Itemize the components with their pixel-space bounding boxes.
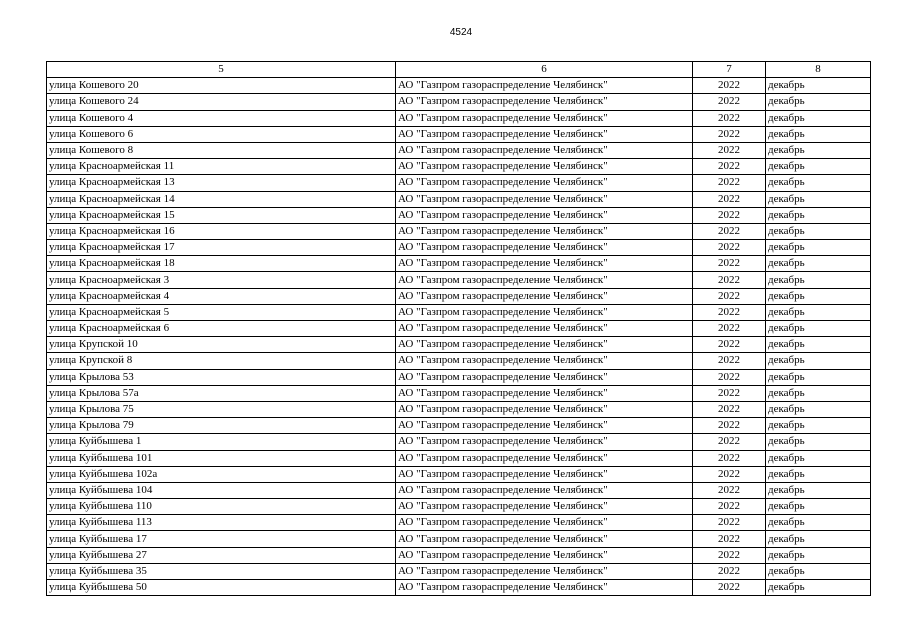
month-cell: декабрь [766, 337, 871, 353]
address-cell: улица Куйбышева 102а [47, 466, 396, 482]
year-cell: 2022 [693, 159, 766, 175]
address-cell: улица Крупской 8 [47, 353, 396, 369]
address-cell: улица Красноармейская 15 [47, 207, 396, 223]
address-cell: улица Красноармейская 11 [47, 159, 396, 175]
month-cell: декабрь [766, 499, 871, 515]
table-row [47, 369, 871, 385]
month-cell: декабрь [766, 547, 871, 563]
year-cell: 2022 [693, 321, 766, 337]
address-cell: улица Куйбышева 27 [47, 547, 396, 563]
organization-cell: АО "Газпром газораспределение Челябинск" [396, 126, 693, 142]
organization-cell: АО "Газпром газораспределение Челябинск" [396, 321, 693, 337]
data-table [46, 61, 871, 596]
month-cell: декабрь [766, 142, 871, 158]
organization-cell: АО "Газпром газораспределение Челябинск" [396, 450, 693, 466]
year-cell: 2022 [693, 272, 766, 288]
organization-cell: АО "Газпром газораспределение Челябинск" [396, 191, 693, 207]
organization-cell: АО "Газпром газораспределение Челябинск" [396, 94, 693, 110]
organization-cell: АО "Газпром газораспределение Челябинск" [396, 401, 693, 417]
year-cell: 2022 [693, 207, 766, 223]
month-cell: декабрь [766, 110, 871, 126]
table-row [47, 142, 871, 158]
month-cell: декабрь [766, 385, 871, 401]
table-row [47, 110, 871, 126]
address-cell: улица Крупской 10 [47, 337, 396, 353]
organization-cell: АО "Газпром газораспределение Челябинск" [396, 563, 693, 579]
address-cell: улица Красноармейская 14 [47, 191, 396, 207]
month-cell: декабрь [766, 207, 871, 223]
month-cell: декабрь [766, 418, 871, 434]
table-row [47, 304, 871, 320]
address-cell: улица Кошевого 24 [47, 94, 396, 110]
table-row [47, 240, 871, 256]
table-row [47, 531, 871, 547]
address-cell: улица Кошевого 20 [47, 78, 396, 94]
address-cell: улица Куйбышева 104 [47, 482, 396, 498]
month-cell: декабрь [766, 272, 871, 288]
organization-cell: АО "Газпром газораспределение Челябинск" [396, 175, 693, 191]
header-row [47, 62, 871, 78]
table-row [47, 580, 871, 596]
table-body [47, 78, 871, 596]
month-cell: декабрь [766, 304, 871, 320]
year-cell: 2022 [693, 369, 766, 385]
month-cell: декабрь [766, 78, 871, 94]
month-cell: декабрь [766, 223, 871, 239]
address-cell: улица Красноармейская 17 [47, 240, 396, 256]
organization-cell: АО "Газпром газораспределение Челябинск" [396, 385, 693, 401]
year-cell: 2022 [693, 175, 766, 191]
table-row [47, 94, 871, 110]
column-header-5: 5 [47, 62, 396, 78]
address-cell: улица Красноармейская 6 [47, 321, 396, 337]
table-row [47, 401, 871, 417]
address-cell: улица Куйбышева 35 [47, 563, 396, 579]
year-cell: 2022 [693, 563, 766, 579]
organization-cell: АО "Газпром газораспределение Челябинск" [396, 434, 693, 450]
year-cell: 2022 [693, 78, 766, 94]
address-cell: улица Красноармейская 13 [47, 175, 396, 191]
column-header-8: 8 [766, 62, 871, 78]
month-cell: декабрь [766, 159, 871, 175]
organization-cell: АО "Газпром газораспределение Челябинск" [396, 110, 693, 126]
table-row [47, 563, 871, 579]
address-cell: улица Красноармейская 5 [47, 304, 396, 320]
year-cell: 2022 [693, 126, 766, 142]
address-cell: улица Крылова 57а [47, 385, 396, 401]
year-cell: 2022 [693, 337, 766, 353]
address-cell: улица Красноармейская 4 [47, 288, 396, 304]
address-cell: улица Кошевого 8 [47, 142, 396, 158]
table-row [47, 499, 871, 515]
month-cell: декабрь [766, 175, 871, 191]
table-row [47, 175, 871, 191]
address-cell: улица Куйбышева 101 [47, 450, 396, 466]
table-row [47, 78, 871, 94]
table-row [47, 418, 871, 434]
address-cell: улица Крылова 79 [47, 418, 396, 434]
year-cell: 2022 [693, 482, 766, 498]
address-cell: улица Куйбышева 50 [47, 580, 396, 596]
month-cell: декабрь [766, 563, 871, 579]
organization-cell: АО "Газпром газораспределение Челябинск" [396, 240, 693, 256]
table-row [47, 337, 871, 353]
month-cell: декабрь [766, 482, 871, 498]
year-cell: 2022 [693, 288, 766, 304]
organization-cell: АО "Газпром газораспределение Челябинск" [396, 499, 693, 515]
address-cell: улица Красноармейская 18 [47, 256, 396, 272]
organization-cell: АО "Газпром газораспределение Челябинск" [396, 288, 693, 304]
year-cell: 2022 [693, 110, 766, 126]
organization-cell: АО "Газпром газораспределение Челябинск" [396, 207, 693, 223]
column-header-7: 7 [693, 62, 766, 78]
organization-cell: АО "Газпром газораспределение Челябинск" [396, 515, 693, 531]
year-cell: 2022 [693, 515, 766, 531]
organization-cell: АО "Газпром газораспределение Челябинск" [396, 466, 693, 482]
year-cell: 2022 [693, 418, 766, 434]
table-row [47, 207, 871, 223]
column-header-6: 6 [396, 62, 693, 78]
month-cell: декабрь [766, 94, 871, 110]
month-cell: декабрь [766, 240, 871, 256]
month-cell: декабрь [766, 126, 871, 142]
month-cell: декабрь [766, 401, 871, 417]
table-row [47, 272, 871, 288]
table-row [47, 450, 871, 466]
month-cell: декабрь [766, 256, 871, 272]
address-cell: улица Кошевого 6 [47, 126, 396, 142]
year-cell: 2022 [693, 353, 766, 369]
year-cell: 2022 [693, 499, 766, 515]
table-header [47, 62, 871, 78]
address-cell: улица Куйбышева 17 [47, 531, 396, 547]
month-cell: декабрь [766, 531, 871, 547]
address-cell: улица Крылова 75 [47, 401, 396, 417]
organization-cell: АО "Газпром газораспределение Челябинск" [396, 272, 693, 288]
page-number: 4524 [449, 27, 473, 38]
year-cell: 2022 [693, 450, 766, 466]
organization-cell: АО "Газпром газораспределение Челябинск" [396, 482, 693, 498]
address-cell: улица Крылова 53 [47, 369, 396, 385]
organization-cell: АО "Газпром газораспределение Челябинск" [396, 223, 693, 239]
table-row [47, 288, 871, 304]
organization-cell: АО "Газпром газораспределение Челябинск" [396, 418, 693, 434]
address-cell: улица Красноармейская 16 [47, 223, 396, 239]
month-cell: декабрь [766, 515, 871, 531]
year-cell: 2022 [693, 434, 766, 450]
month-cell: декабрь [766, 369, 871, 385]
table-row [47, 515, 871, 531]
address-cell: улица Куйбышева 110 [47, 499, 396, 515]
table-row [47, 223, 871, 239]
organization-cell: АО "Газпром газораспределение Челябинск" [396, 142, 693, 158]
organization-cell: АО "Газпром газораспределение Челябинск" [396, 304, 693, 320]
address-cell: улица Куйбышева 113 [47, 515, 396, 531]
year-cell: 2022 [693, 256, 766, 272]
year-cell: 2022 [693, 401, 766, 417]
organization-cell: АО "Газпром газораспределение Челябинск" [396, 159, 693, 175]
organization-cell: АО "Газпром газораспределение Челябинск" [396, 78, 693, 94]
organization-cell: АО "Газпром газораспределение Челябинск" [396, 369, 693, 385]
table-row [47, 126, 871, 142]
table-row [47, 385, 871, 401]
organization-cell: АО "Газпром газораспределение Челябинск" [396, 256, 693, 272]
year-cell: 2022 [693, 547, 766, 563]
month-cell: декабрь [766, 288, 871, 304]
year-cell: 2022 [693, 94, 766, 110]
organization-cell: АО "Газпром газораспределение Челябинск" [396, 353, 693, 369]
month-cell: декабрь [766, 191, 871, 207]
table-row [47, 466, 871, 482]
month-cell: декабрь [766, 353, 871, 369]
table-row [47, 482, 871, 498]
year-cell: 2022 [693, 580, 766, 596]
year-cell: 2022 [693, 304, 766, 320]
year-cell: 2022 [693, 240, 766, 256]
table-row [47, 191, 871, 207]
year-cell: 2022 [693, 466, 766, 482]
month-cell: декабрь [766, 434, 871, 450]
year-cell: 2022 [693, 223, 766, 239]
month-cell: декабрь [766, 466, 871, 482]
table-row [47, 434, 871, 450]
organization-cell: АО "Газпром газораспределение Челябинск" [396, 580, 693, 596]
table-row [47, 159, 871, 175]
year-cell: 2022 [693, 191, 766, 207]
year-cell: 2022 [693, 531, 766, 547]
table-row [47, 353, 871, 369]
organization-cell: АО "Газпром газораспределение Челябинск" [396, 337, 693, 353]
organization-cell: АО "Газпром газораспределение Челябинск" [396, 531, 693, 547]
month-cell: декабрь [766, 580, 871, 596]
year-cell: 2022 [693, 142, 766, 158]
month-cell: декабрь [766, 450, 871, 466]
organization-cell: АО "Газпром газораспределение Челябинск" [396, 547, 693, 563]
table-row [47, 547, 871, 563]
year-cell: 2022 [693, 385, 766, 401]
month-cell: декабрь [766, 321, 871, 337]
address-cell: улица Кошевого 4 [47, 110, 396, 126]
table-row [47, 256, 871, 272]
address-cell: улица Куйбышева 1 [47, 434, 396, 450]
address-cell: улица Красноармейская 3 [47, 272, 396, 288]
table-row [47, 321, 871, 337]
